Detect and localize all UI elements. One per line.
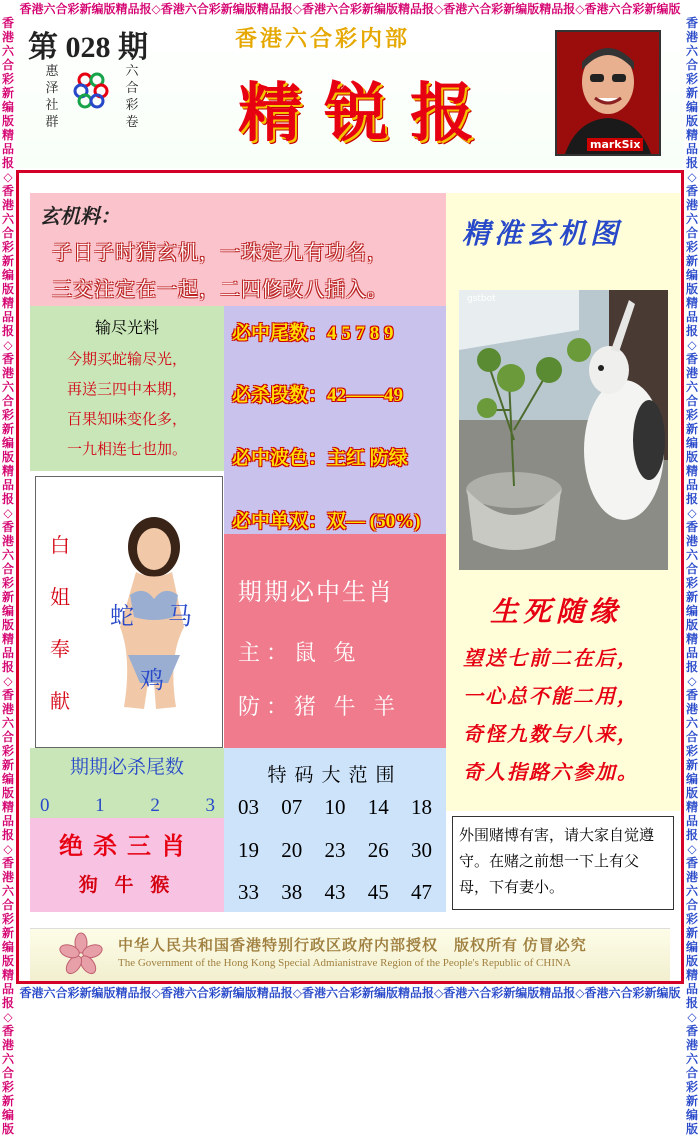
juesha-animals: 狗 牛 猴 — [78, 875, 176, 896]
shengxiao-title: 期期必中生肖 — [238, 580, 394, 606]
tema-number: 38 — [281, 880, 303, 904]
tema-number: 33 — [238, 880, 259, 904]
xuanji-label: 玄机料： — [40, 206, 120, 228]
tema-number: 03 — [238, 795, 259, 819]
bauhinia-emblem-icon — [58, 932, 104, 978]
shuguang-line: 今期买蛇输尽光， — [66, 352, 187, 368]
footer-english: The Government of the Hong Kong Special Admianistrave Region of the People's Republic of CHINA — [118, 957, 571, 969]
tema-number: 47 — [411, 880, 432, 904]
top-border-strip — [0, 0, 700, 16]
footer-chinese: 中华人民共和国香港特别行政区政府内部授权 版权所有 仿冒必究 — [118, 938, 587, 954]
girl-side-text — [48, 520, 72, 728]
right-poem-line: 望送七前二在后， — [463, 648, 639, 670]
kill-number: 3 — [205, 795, 215, 816]
weishu-kill-title: 期期必杀尾数 — [69, 757, 184, 778]
header-subtitle: 香港六合彩内部 — [235, 26, 411, 51]
tema-number: 45 — [367, 880, 389, 904]
tema-title: 特码大范围 — [267, 765, 403, 786]
right-title: 精准玄机图 — [462, 219, 623, 250]
right-border-strip: 香港六合彩新编版精品报◇香港六合彩新编版精品报◇香港六合彩新编版精品报◇香港六合彩新编版精品报◇香港六合彩新编版精品报◇香港六合彩新编版精品报◇香港六合彩新编版 — [685, 16, 698, 1136]
rabbit-photo — [459, 290, 668, 570]
tema-row — [238, 838, 432, 863]
lottery-logo-icon — [76, 72, 106, 108]
right-poem-line: 奇怪九数与八来， — [463, 724, 639, 746]
kill-number: 2 — [150, 795, 160, 816]
tema-number: 30 — [411, 838, 432, 862]
shengsi-title: 生死随缘 — [490, 597, 623, 628]
bizhong-duanshu: 必杀段数：42——49 — [232, 385, 404, 406]
kill-number: 1 — [95, 795, 105, 816]
tema-number: 20 — [281, 838, 303, 862]
girl-animal-1: 蛇 — [110, 604, 134, 630]
juesha-title: 绝杀三肖 — [59, 834, 195, 860]
shuguang-title: 输尽光料 — [94, 320, 159, 337]
border-text: 香港六合彩新编版精品报◇香港六合彩新编版精品报◇香港六合彩新编版精品报◇香港六合彩新编版精品报◇香港六合彩新编版 — [19, 985, 681, 1000]
tema-number: 18 — [411, 795, 432, 819]
tema-row — [238, 880, 432, 905]
bizhong-weishu: 必中尾数：4 5 7 8 9 — [232, 323, 394, 344]
tema-number: 10 — [324, 795, 346, 819]
shengxiao-guard: 防：猪 牛 羊 — [238, 694, 402, 719]
header-vertical-text-right: 六合彩卷 — [125, 63, 139, 129]
tema-number: 19 — [238, 838, 259, 862]
xuanji-line-1: 子日子时猜玄机，一珠定九有功名， — [52, 242, 388, 264]
bizhong-bose: 必中波色：主红 防绿 — [232, 448, 408, 469]
right-poem-line: 一心总不能二用， — [463, 686, 639, 708]
header-title: 精锐报 — [238, 78, 496, 149]
left-border-strip: 香港六合彩新编版精品报◇香港六合彩新编版精品报◇香港六合彩新编版精品报◇香港六合彩新编版精品报◇香港六合彩新编版精品报◇香港六合彩新编版精品报◇香港六合彩新编版 — [1, 16, 14, 1136]
girl-side-char: 献 — [50, 691, 70, 713]
girl-animal-2: 马 — [168, 604, 192, 630]
shuguang-line: 再送三四中本期， — [66, 382, 187, 398]
issue-number: 第 028 期 — [28, 31, 148, 64]
portrait-brand: markSix — [587, 138, 643, 151]
bottom-border-strip — [0, 984, 700, 1000]
kill-number: 0 — [40, 795, 50, 816]
tema-number: 26 — [367, 838, 389, 862]
tema-number: 07 — [281, 795, 303, 819]
tema-row — [238, 795, 432, 820]
tema-number: 23 — [324, 838, 346, 862]
girl-side-char: 姐 — [50, 587, 70, 609]
girl-animal-3: 鸡 — [140, 668, 164, 694]
gambling-warning: 外围赌博有害，请大家自觉遵守。在赌之前想一下上有父母，下有妻小。 — [452, 816, 674, 910]
photo-watermark: gstbot — [467, 294, 496, 304]
xuanji-line-2: 三交注定在一起，二四修改八插入。 — [52, 279, 388, 301]
girl-side-char: 奉 — [50, 639, 70, 661]
tema-number: 43 — [324, 880, 346, 904]
right-poem-line: 奇人指路六参加。 — [463, 762, 639, 784]
portrait-photo — [555, 30, 661, 156]
tema-number: 14 — [367, 795, 389, 819]
bizhong-danshuang: 必中单双：双— (50%) — [232, 511, 421, 532]
shuguang-line: 一九相连七也加。 — [66, 442, 187, 458]
header-vertical-text-left: 惠泽社群 — [45, 63, 59, 129]
shengxiao-main: 主：鼠 兔 — [238, 640, 362, 665]
girl-side-char: 白 — [50, 535, 70, 557]
weishu-kill-numbers — [40, 795, 215, 817]
shuguang-line: 百果知味变化多， — [66, 412, 187, 428]
border-text: 香港六合彩新编版精品报◇香港六合彩新编版精品报◇香港六合彩新编版精品报◇香港六合彩新编版精品报◇香港六合彩新编版 — [19, 1, 681, 16]
